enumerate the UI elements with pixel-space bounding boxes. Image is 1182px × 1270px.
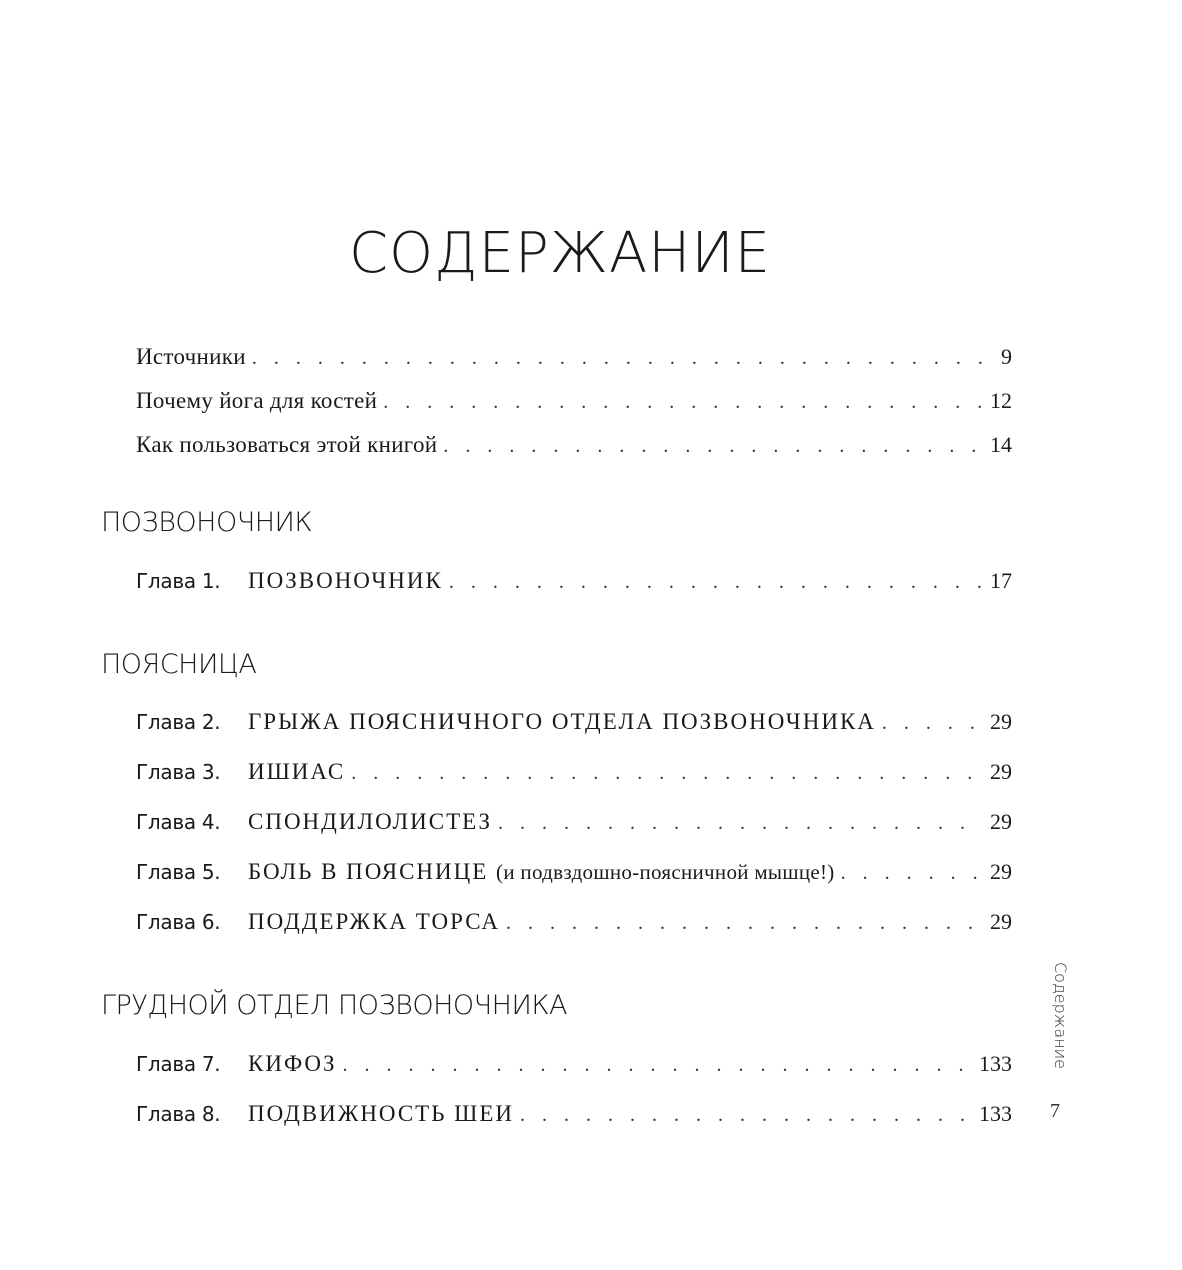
- toc-chapter-1[interactable]: [136, 565, 1012, 597]
- page-title: СОДЕРЖАНИЕ: [348, 221, 772, 286]
- dot-leader: [876, 707, 982, 739]
- chapter-label: Глава 1.: [136, 569, 221, 593]
- toc-page-number: 29: [990, 909, 1012, 934]
- chapter-title: ГРЫЖА ПОЯСНИЧНОГО ОТДЕЛА ПОЗВОНОЧНИКА: [248, 709, 876, 734]
- toc-page-number: 133: [979, 1051, 1012, 1076]
- dot-leader: [437, 430, 982, 462]
- toc-chapter-4[interactable]: [136, 806, 1012, 838]
- toc-entry-title: Как пользоваться этой книгой: [136, 432, 438, 457]
- toc-entry-title: Источники: [136, 344, 246, 369]
- dot-leader: [337, 1049, 971, 1081]
- chapter-title: ИШИАС: [248, 759, 346, 784]
- toc-entry-sources[interactable]: [136, 341, 1012, 373]
- chapter-title: ПОДДЕРЖКА ТОРСА: [248, 909, 501, 934]
- section-heading-spine: ПОЗВОНОЧНИК: [101, 507, 313, 538]
- page-number: 7: [1050, 1100, 1060, 1122]
- dot-leader: [377, 386, 982, 418]
- running-head: Содержание: [1051, 962, 1070, 1069]
- toc-page-number: 29: [990, 859, 1012, 884]
- chapter-title: СПОНДИЛОЛИСТЕЗ: [248, 809, 492, 834]
- toc-entry-how-to-use[interactable]: [136, 429, 1012, 461]
- toc-page-number: 14: [990, 432, 1012, 457]
- chapter-label: Глава 6.: [136, 910, 221, 934]
- chapter-label: Глава 7.: [136, 1052, 221, 1076]
- toc-chapter-3[interactable]: [136, 756, 1012, 788]
- dot-leader: [500, 907, 982, 939]
- toc-entry-why-yoga[interactable]: [136, 385, 1012, 417]
- dot-leader: [443, 566, 982, 598]
- chapter-label: Глава 2.: [136, 710, 221, 734]
- toc-chapter-2[interactable]: [136, 706, 1012, 738]
- toc-chapter-6[interactable]: [136, 906, 1012, 938]
- toc-page-number: 17: [990, 568, 1012, 593]
- dot-leader: [835, 857, 982, 889]
- chapter-label: Глава 3.: [136, 760, 221, 784]
- toc-entry-title: Почему йога для костей: [136, 388, 378, 413]
- toc-page-number: 29: [990, 809, 1012, 834]
- chapter-title: ПОДВИЖНОСТЬ ШЕИ: [248, 1101, 515, 1126]
- chapter-label: Глава 5.: [136, 860, 221, 884]
- toc-page-number: 133: [979, 1101, 1012, 1126]
- dot-leader: [492, 807, 982, 839]
- section-heading-lower-back: ПОЯСНИЦА: [101, 649, 257, 680]
- chapter-label: Глава 4.: [136, 810, 221, 834]
- toc-page-number: 29: [990, 709, 1012, 734]
- chapter-title: [248, 856, 835, 888]
- chapter-title: ПОЗВОНОЧНИК: [248, 568, 443, 593]
- dot-leader: [514, 1099, 971, 1131]
- dot-leader: [345, 757, 982, 789]
- dot-leader: [246, 342, 993, 374]
- chapter-title-main: БОЛЬ В ПОЯСНИЦЕ: [248, 859, 489, 884]
- toc-chapter-8[interactable]: [136, 1098, 1012, 1130]
- chapter-subtitle: (и подвздошно-поясничной мышце!): [496, 860, 835, 884]
- toc-page-number: 9: [1001, 344, 1012, 369]
- toc-chapter-5[interactable]: [136, 856, 1012, 888]
- toc-page-number: 29: [990, 759, 1012, 784]
- toc-chapter-7[interactable]: [136, 1048, 1012, 1080]
- chapter-title: КИФОЗ: [248, 1051, 337, 1076]
- section-heading-thoracic: ГРУДНОЙ ОТДЕЛ ПОЗВОНОЧНИКА: [101, 990, 567, 1021]
- toc-page-number: 12: [990, 388, 1012, 413]
- chapter-label: Глава 8.: [136, 1102, 221, 1126]
